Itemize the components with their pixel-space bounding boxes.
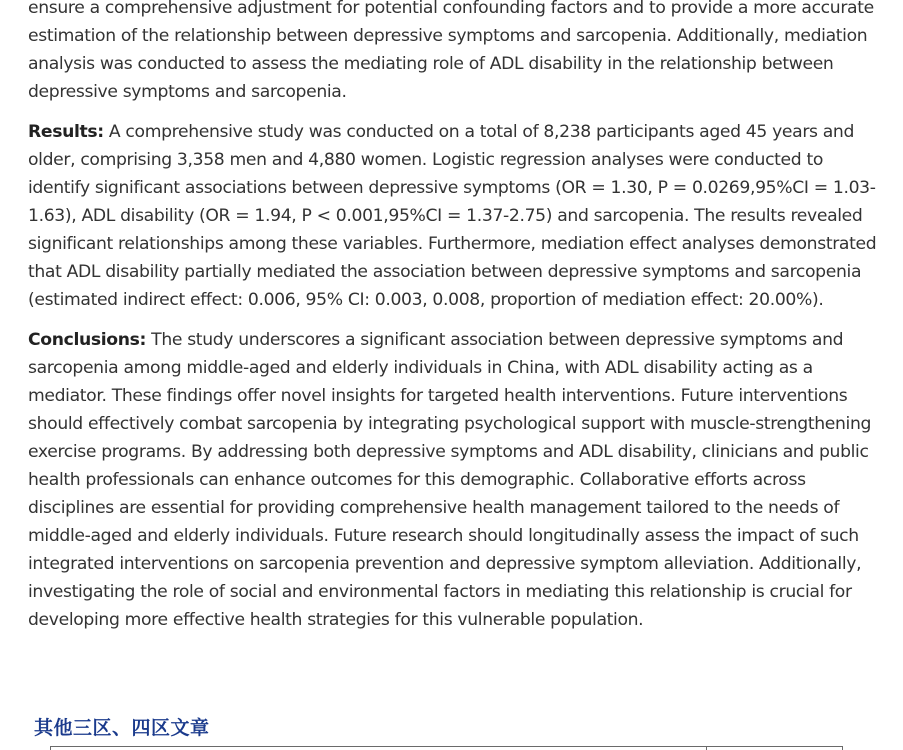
- results-label: Results:: [28, 122, 104, 142]
- results-text: A comprehensive study was conducted on a total of 8,238 participants aged 45 years and older, comprising 3,358 men and 4,880 women. Logistic regression analyses were conducted to identify significant associations between depressive symptoms (OR = 1.30, P = 0.0269,95%CI = 1.03-1.63), ADL disability (OR = 1.94, P < 0.001,95%CI = 1.37-2.75) and sarcopenia. The results revealed significant relationships among these variables. Furthermore, mediation effect analyses demonstrated that ADL disability partially mediated the association between depressive symptoms and sarcopenia (estimated indirect effect: 0.006, 95% CI: 0.003, 0.008, proportion of mediation effect: 20.00%).: [28, 122, 877, 310]
- related-articles-table: [50, 746, 843, 750]
- conclusions-label: Conclusions:: [28, 330, 147, 350]
- methods-paragraph: [28, 0, 880, 106]
- conclusions-paragraph: [28, 326, 880, 634]
- methods-text: ensure a comprehensive adjustment for potential confounding factors and to provide a more accurate estimation of the relationship between depressive symptoms and sarcopenia. Additionally, mediation analysis was conducted to assess the mediating role of ADL disability in the relationship between depressive symptoms and sarcopenia.: [28, 0, 874, 102]
- abstract-body: [28, 0, 880, 646]
- conclusions-text: The study underscores a significant association between depressive symptoms and sarcopenia among middle-aged and elderly individuals in China, with ADL disability acting as a mediator. These findings offer novel insights for targeted health interventions. Future interventions should effectively combat sarcopenia by integrating psychological support with muscle-strengthening exercise programs. By addressing both depressive symptoms and ADL disability, clinicians and public health professionals can enhance outcomes for this demographic. Collaborative efforts across disciplines are essential for providing comprehensive health management tailored to the needs of middle-aged and elderly individuals. Future research should longitudinally assess the impact of such integrated interventions on sarcopenia prevention and depressive symptom alleviation. Additionally, investigating the role of social and environmental factors in mediating this relationship is crucial for developing more effective health strategies for this vulnerable population.: [28, 330, 872, 630]
- results-paragraph: [28, 118, 880, 314]
- related-articles-heading: 其他三区、四区文章: [34, 717, 210, 739]
